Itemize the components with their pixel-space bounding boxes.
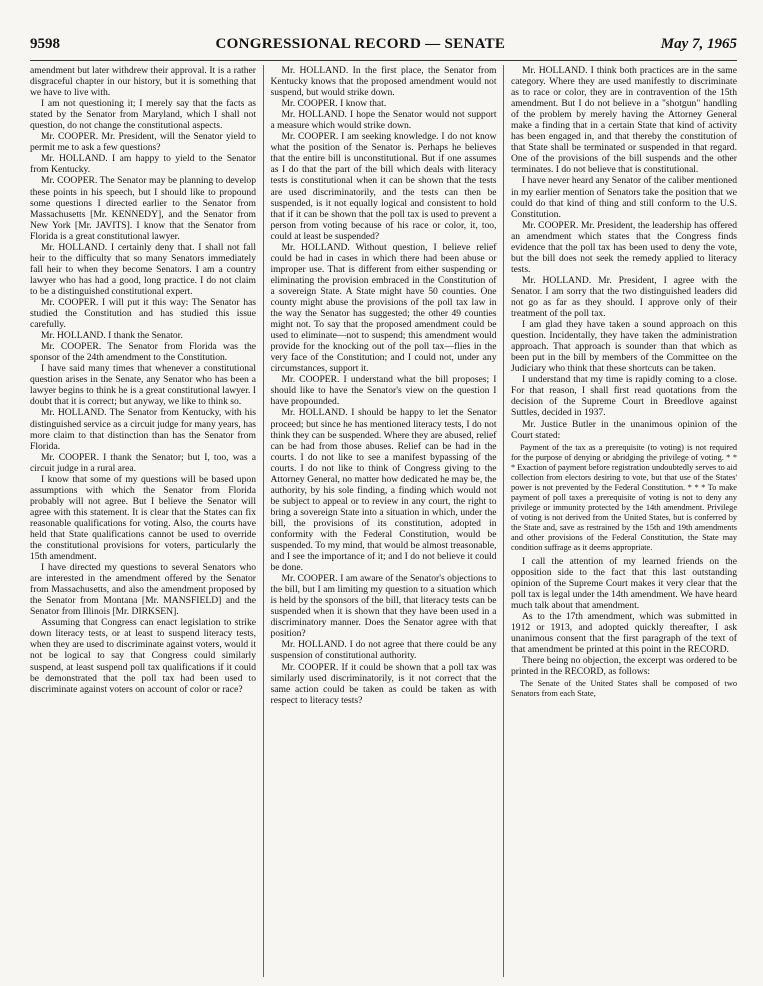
paragraph: Mr. HOLLAND. I should be happy to let the Senator proceed; but since he has mentioned literacy tests, I do not think they can be suspended. Where they are abused, relief can be had from those abuses. Relief can be had in the courts. I do not like to see a manifest bypassing of the courts. I do not like to think of Congress giving to the Attorney General, no matter how dedicated he may be, the authority, by his sole finding, a finding which would not be subject to appeal or to review in any court, the right to bring a sovereign State into a situation in which, under the bill, the provisions of its constitution, adopted in conformity with the Federal Constitution, would be suspended. To my mind, that would be almost treasonable, and I see the importance of it; and I do not believe it could be done. (270, 407, 497, 574)
page-number: 9598 (30, 36, 60, 52)
column-divider (503, 65, 504, 977)
paragraph: Mr. COOPER. I thank the Senator; but I, too, was a circuit judge in a rural area. (30, 451, 256, 474)
quoted-excerpt: Payment of the tax as a prerequisite (to voting) is not required for the purpose of denying or abridging the privilege of voting. * * * Exaction of payment before registration undoubtedly serves to aid collection from electors desiring to vote, but that use of the States' power is not prevented by the Federal Constitution. * * * To make payment of poll taxes a prerequisite of voting is not to deny any privilege or immunity protected by the 14th amendment. Privilege of voting is not derived from the United States, but is conferred by the State and, save as restrained by the 15th and 19th amendments and other provisions of the Federal Constitution, the State may condition suffrage as it deems appropriate. (511, 442, 737, 552)
header-rule (30, 60, 737, 61)
paragraph: I am not questioning it; I merely say that the facts as stated by the Senator from Maryland, which I shall not question, do not change the constitutional aspects. (30, 98, 256, 132)
paragraph: There being no objection, the excerpt was ordered to be printed in the RECORD, as follows: (511, 655, 737, 678)
paragraph: I call the attention of my learned friends on the opposition side to the fact that this last outstanding opinion of the Supreme Court makes it very clear that the poll tax is legal under the 14th amendment. We have heard much talk about that amendment. (511, 555, 737, 611)
paragraph: Mr. COOPER. If it could be shown that a poll tax was similarly used discriminatorily, is it not correct that the same action could be taken as could be taken as with respect to literacy tests? (270, 661, 497, 706)
paragraph: Assuming that Congress can enact legislation to strike down literacy tests, or at least to suspend literacy tests, when they are used to discriminate against voters, would it not be logical to say that Congress could similarly suspend, at least suspend poll tax qualifications if it could be demonstrated that the poll tax had been used to discriminate against voters on account of color or race? (30, 617, 256, 695)
paragraph: Mr. HOLLAND. Without question, I believe relief could be had in cases in which there had been abuse or improper use. That is different from either suspending or eliminating the provision embraced in the Constitution of a sovereign State. A State might have 50 counties. One county might abuse the provisions of the poll tax law in the way the Senator has suggested; the other 49 counties might not. To say that the proposed amendment could be used to eliminate—not to suspend; this amendment would provide for the knocking out of the poll tax—flies in the very face of the Constitution; and I could not, under any circumstances, support it. (270, 241, 497, 375)
paragraph: Mr. HOLLAND. I think both practices are in the same category. Where they are used manifestly to discriminate as to race or color, they are in contravention of the 15th amendment. But I do not believe in a "shotgun" handling of the problem by merely having the Attorney General make a finding that in a certain State that kind of activity has been engaged in, and that thereby the constitution of that State shall be terminated or suspended in that regard. One of the provisions of the bill suspends and the other terminates. I do not believe that is constitutional. (511, 65, 737, 176)
paragraph: Mr. COOPER. I know that. (281, 98, 387, 110)
column-right (511, 65, 737, 977)
paragraph: Mr. HOLLAND. I certainly deny that. I shall not fall heir to the difficulty that so many Senators immediately fall heir to when they become Senators. I am a country lawyer who has had a good, long practice. I do not claim to be a distinguished constitutional expert. (30, 241, 256, 297)
paragraph: I know that some of my questions will be based upon assumptions with which the Senator from Florida probably will not agree. But I believe the Senator will agree with this statement. It is clear that the States can fix reasonable qualifications for voting. Also, the courts have held that State qualifications cannot be used to override the constitutional provisions for voters, particularly the 15th amendment. (30, 473, 256, 563)
paragraph: amendment but later withdrew their approval. It is a rather disgraceful chapter in our history, but it is something that we have to live with. (30, 65, 256, 99)
paragraph: Mr. COOPER. The Senator from Florida was the sponsor of the 24th amendment to the Constitution. (30, 341, 256, 364)
paragraph: I am glad they have taken a sound approach on this question. Incidentally, they have taken the administration approach. That approach is sounder than that which as been put in the bill by members of the Committee on the Judiciary who think that these shortcuts can be taken. (511, 319, 737, 375)
paragraph: Mr. COOPER. I am aware of the Senator's objections to the bill, but I am limiting my question to a situation which is held by the sponsors of the bill, that literacy tests can be suspended when it is shown that they have been used in a discriminatory manner. Does the Senator agree with that position? (270, 573, 497, 640)
column-left (30, 65, 256, 977)
paragraph: Mr. HOLLAND. Mr. President, I agree with the Senator. I am sorry that the two distinguished leaders did not go as far as they should. I approve only of their treatment of the poll tax. (511, 274, 737, 320)
paragraph: Mr. COOPER. I am seeking knowledge. I do not know what the position of the Senator is. Perhaps he believes that the entire bill is unconstitutional. But if one assumes as I do that the part of the bill which deals with literacy tests is constitutional when it can be shown that the tests are used discriminatorily, and the tests can then be suspended, is it not equally logical and consistent to hold that if it can be shown that the poll tax is used to prevent a person from voting because of his race or color, it, too, could at least be suspended? (270, 131, 497, 242)
publication-title: CONGRESSIONAL RECORD — SENATE (215, 36, 506, 52)
column-middle (271, 65, 497, 977)
paragraph: Mr. Justice Butler in the unanimous opinion of the Court stated: (511, 418, 737, 441)
publication-date: May 7, 1965 (660, 36, 737, 52)
paragraph: Mr. COOPER. I will put it this way: The Senator has studied the Constitution and has studied this issue carefully. (30, 296, 256, 331)
paragraph: I have never heard any Senator of the caliber mentioned in my earlier mention of Senators take the position that we could do that kind of thing and still conform to the U.S. Constitution. (511, 175, 737, 220)
paragraph: Mr. HOLLAND. I do not agree that there could be any suspension of constitutional authority. (270, 639, 497, 662)
quoted-excerpt: The Senate of the United States shall be composed of two Senators from each State, (511, 679, 737, 699)
paragraph: Mr. HOLLAND. I thank the Senator. (41, 330, 183, 342)
paragraph: Mr. HOLLAND. I am happy to yield to the Senator from Kentucky. (30, 153, 256, 176)
paragraph: Mr. COOPER. The Senator may be planning to develop these points in his speech, but I should like to propound some questions I directed earlier to the Senator from Massachusetts [Mr. KENNEDY], and the Senator from New York [Mr. JAVITS]. I know that the Senator from Florida is a great constitutional lawyer. (30, 175, 256, 242)
paragraph: Mr. COOPER. Mr. President, will the Senator yield to permit me to ask a few questions? (30, 131, 256, 154)
paragraph: I have directed my questions to several Senators who are interested in the amendment offered by the Senator from Massachusetts, and also the amendment proposed by the Senator from Montana [Mr. MANSFIELD] and the Senator from Illinois [Mr. DIRKSEN]. (30, 562, 256, 618)
paragraph: Mr. HOLLAND. The Senator from Kentucky, with his distinguished service as a circuit judge for many years, has more claim to that distinction than has the Senator from Florida. (30, 407, 256, 452)
page-header (30, 36, 737, 60)
paragraph: Mr. HOLLAND. In the first place, the Senator from Kentucky knows that the proposed amendment would not suspend, but would strike down. (270, 65, 497, 99)
paragraph: Mr. HOLLAND. I hope the Senator would not support a measure which would strike down. (270, 109, 497, 132)
paragraph: I have said many times that whenever a constitutional question arises in the Senate, any Senator who has been a lawyer begins to think he is a great constitutional lawyer. I doubt that it is correct; but anyway, we like to think so. (30, 363, 256, 408)
paragraph: Mr. COOPER. I understand what the bill proposes; I should like to have the Senator's view on the question I have propounded. (270, 374, 497, 408)
paragraph: I understand that my time is rapidly coming to a close. For that reason, I shall first read quotations from the decision of the Supreme Court in Breedlove against Suttles, decided in 1937. (511, 374, 737, 419)
text-columns (30, 65, 737, 977)
column-divider (263, 65, 264, 977)
paragraph: Mr. COOPER. Mr. President, the leadership has offered an amendment which states that the Congress finds evidence that the poll tax has been used to deny the vote, but the bill does not seek the remedy applied to literacy tests. (511, 219, 737, 275)
paragraph: As to the 17th amendment, which was submitted in 1912 or 1913, and adopted quickly thereafter, I ask unanimous consent that the first paragraph of the text of that amendment be printed at this point in the RECORD. (511, 610, 737, 655)
